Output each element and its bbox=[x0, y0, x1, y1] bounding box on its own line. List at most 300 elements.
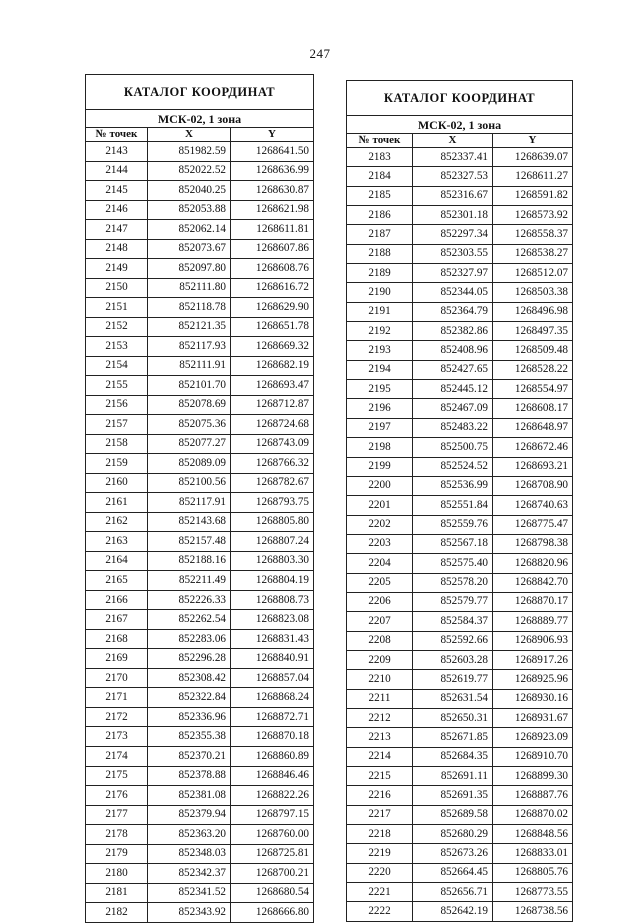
x-coordinate-cell: 852378.88 bbox=[148, 766, 231, 786]
y-coordinate-cell: 1268822.26 bbox=[231, 786, 314, 806]
point-number-cell: 2219 bbox=[347, 844, 413, 863]
table-row bbox=[86, 454, 314, 474]
y-coordinate-cell: 1268682.19 bbox=[231, 356, 314, 376]
y-coordinate-cell: 1268621.98 bbox=[231, 200, 314, 220]
point-number-cell: 2159 bbox=[86, 454, 148, 474]
point-number-cell: 2166 bbox=[86, 590, 148, 610]
point-number-cell: 2212 bbox=[347, 708, 413, 727]
x-coordinate-cell: 852143.68 bbox=[148, 512, 231, 532]
point-number-cell: 2205 bbox=[347, 573, 413, 592]
coordinate-zone: МСК-02, 1 зона bbox=[347, 116, 573, 134]
x-coordinate-cell: 852578.20 bbox=[413, 573, 493, 592]
x-coordinate-cell: 852567.18 bbox=[413, 534, 493, 553]
y-coordinate-cell: 1268823.08 bbox=[231, 610, 314, 630]
x-coordinate-cell: 852691.11 bbox=[413, 767, 493, 786]
table-row bbox=[347, 670, 573, 689]
point-number-cell: 2144 bbox=[86, 161, 148, 181]
y-coordinate-cell: 1268608.76 bbox=[231, 259, 314, 279]
point-number-cell: 2197 bbox=[347, 418, 413, 437]
y-coordinate-cell: 1268803.30 bbox=[231, 551, 314, 571]
y-coordinate-cell: 1268793.75 bbox=[231, 493, 314, 513]
table-body bbox=[347, 148, 573, 922]
point-number-cell: 2178 bbox=[86, 825, 148, 845]
point-number-cell: 2217 bbox=[347, 805, 413, 824]
table-row bbox=[347, 747, 573, 766]
y-coordinate-cell: 1268868.24 bbox=[231, 688, 314, 708]
point-number-cell: 2176 bbox=[86, 786, 148, 806]
y-coordinate-cell: 1268760.00 bbox=[231, 825, 314, 845]
point-number-cell: 2194 bbox=[347, 360, 413, 379]
table-row bbox=[86, 473, 314, 493]
y-coordinate-cell: 1268910.70 bbox=[493, 747, 573, 766]
x-coordinate-cell: 851982.59 bbox=[148, 142, 231, 162]
y-coordinate-cell: 1268906.93 bbox=[493, 631, 573, 650]
x-coordinate-cell: 852121.35 bbox=[148, 317, 231, 337]
point-number-cell: 2202 bbox=[347, 515, 413, 534]
y-coordinate-cell: 1268496.98 bbox=[493, 302, 573, 321]
table-row bbox=[86, 532, 314, 552]
y-coordinate-cell: 1268503.38 bbox=[493, 283, 573, 302]
x-coordinate-cell: 852673.26 bbox=[413, 844, 493, 863]
y-coordinate-cell: 1268931.67 bbox=[493, 708, 573, 727]
table-row bbox=[347, 399, 573, 418]
table-row bbox=[347, 786, 573, 805]
point-number-cell: 2220 bbox=[347, 863, 413, 882]
table-row bbox=[86, 590, 314, 610]
point-number-cell: 2154 bbox=[86, 356, 148, 376]
x-coordinate-cell: 852584.37 bbox=[413, 612, 493, 631]
y-coordinate-cell: 1268611.81 bbox=[231, 220, 314, 240]
y-coordinate-cell: 1268669.32 bbox=[231, 337, 314, 357]
point-number-cell: 2206 bbox=[347, 592, 413, 611]
point-number-cell: 2180 bbox=[86, 864, 148, 884]
x-coordinate-cell: 852664.45 bbox=[413, 863, 493, 882]
y-coordinate-cell: 1268833.01 bbox=[493, 844, 573, 863]
catalog-title: КАТАЛОГ КООРДИНАТ bbox=[347, 81, 573, 116]
point-number-cell: 2216 bbox=[347, 786, 413, 805]
y-coordinate-cell: 1268831.43 bbox=[231, 629, 314, 649]
y-coordinate-cell: 1268629.90 bbox=[231, 298, 314, 318]
x-coordinate-cell: 852592.66 bbox=[413, 631, 493, 650]
point-number-cell: 2157 bbox=[86, 415, 148, 435]
point-number-cell: 2146 bbox=[86, 200, 148, 220]
x-coordinate-cell: 852619.77 bbox=[413, 670, 493, 689]
x-coordinate-cell: 852089.09 bbox=[148, 454, 231, 474]
x-coordinate-cell: 852336.96 bbox=[148, 707, 231, 727]
x-coordinate-cell: 852226.33 bbox=[148, 590, 231, 610]
table-row bbox=[347, 592, 573, 611]
x-coordinate-cell: 852355.38 bbox=[148, 727, 231, 747]
x-coordinate-cell: 852342.37 bbox=[148, 864, 231, 884]
x-coordinate-cell: 852536.99 bbox=[413, 476, 493, 495]
y-coordinate-cell: 1268641.50 bbox=[231, 142, 314, 162]
x-coordinate-cell: 852111.80 bbox=[148, 278, 231, 298]
y-coordinate-cell: 1268870.02 bbox=[493, 805, 573, 824]
column-header-x: X bbox=[413, 134, 493, 148]
point-number-cell: 2222 bbox=[347, 902, 413, 921]
column-header-y: Y bbox=[493, 134, 573, 148]
point-number-cell: 2209 bbox=[347, 650, 413, 669]
x-coordinate-cell: 852327.97 bbox=[413, 264, 493, 283]
table-row bbox=[347, 825, 573, 844]
point-number-cell: 2161 bbox=[86, 493, 148, 513]
point-number-cell: 2151 bbox=[86, 298, 148, 318]
point-number-cell: 2210 bbox=[347, 670, 413, 689]
y-coordinate-cell: 1268805.80 bbox=[231, 512, 314, 532]
y-coordinate-cell: 1268805.76 bbox=[493, 863, 573, 882]
x-coordinate-cell: 852100.56 bbox=[148, 473, 231, 493]
point-number-cell: 2204 bbox=[347, 554, 413, 573]
point-number-cell: 2181 bbox=[86, 883, 148, 903]
point-number-cell: 2150 bbox=[86, 278, 148, 298]
table-row bbox=[86, 259, 314, 279]
y-coordinate-cell: 1268820.96 bbox=[493, 554, 573, 573]
x-coordinate-cell: 852483.22 bbox=[413, 418, 493, 437]
y-coordinate-cell: 1268558.37 bbox=[493, 225, 573, 244]
x-coordinate-cell: 852118.78 bbox=[148, 298, 231, 318]
coordinate-catalog-table-right bbox=[346, 80, 573, 922]
x-coordinate-cell: 852343.92 bbox=[148, 903, 231, 923]
table-row bbox=[86, 220, 314, 240]
point-number-cell: 2207 bbox=[347, 612, 413, 631]
x-coordinate-cell: 852296.28 bbox=[148, 649, 231, 669]
point-number-cell: 2148 bbox=[86, 239, 148, 259]
table-row bbox=[347, 302, 573, 321]
x-coordinate-cell: 852370.21 bbox=[148, 746, 231, 766]
y-coordinate-cell: 1268672.46 bbox=[493, 438, 573, 457]
y-coordinate-cell: 1268497.35 bbox=[493, 322, 573, 341]
x-coordinate-cell: 852559.76 bbox=[413, 515, 493, 534]
x-coordinate-cell: 852078.69 bbox=[148, 395, 231, 415]
table-row bbox=[347, 457, 573, 476]
table-row bbox=[347, 476, 573, 495]
point-number-cell: 2173 bbox=[86, 727, 148, 747]
x-coordinate-cell: 852603.28 bbox=[413, 650, 493, 669]
y-coordinate-cell: 1268848.56 bbox=[493, 825, 573, 844]
y-coordinate-cell: 1268740.63 bbox=[493, 496, 573, 515]
y-coordinate-cell: 1268804.19 bbox=[231, 571, 314, 591]
x-coordinate-cell: 852579.77 bbox=[413, 592, 493, 611]
table-row bbox=[347, 805, 573, 824]
y-coordinate-cell: 1268872.71 bbox=[231, 707, 314, 727]
point-number-cell: 2182 bbox=[86, 903, 148, 923]
x-coordinate-cell: 852650.31 bbox=[413, 708, 493, 727]
catalog-title: КАТАЛОГ КООРДИНАТ bbox=[86, 75, 314, 110]
y-coordinate-cell: 1268797.15 bbox=[231, 805, 314, 825]
x-coordinate-cell: 852551.84 bbox=[413, 496, 493, 515]
table-row bbox=[347, 534, 573, 553]
point-number-cell: 2177 bbox=[86, 805, 148, 825]
table-row bbox=[86, 668, 314, 688]
table-row bbox=[86, 415, 314, 435]
point-number-cell: 2196 bbox=[347, 399, 413, 418]
y-coordinate-cell: 1268889.77 bbox=[493, 612, 573, 631]
x-coordinate-cell: 852363.20 bbox=[148, 825, 231, 845]
y-coordinate-cell: 1268887.76 bbox=[493, 786, 573, 805]
y-coordinate-cell: 1268680.54 bbox=[231, 883, 314, 903]
point-number-cell: 2145 bbox=[86, 181, 148, 201]
x-coordinate-cell: 852327.53 bbox=[413, 167, 493, 186]
point-number-cell: 2195 bbox=[347, 380, 413, 399]
point-number-cell: 2170 bbox=[86, 668, 148, 688]
point-number-cell: 2200 bbox=[347, 476, 413, 495]
point-number-cell: 2175 bbox=[86, 766, 148, 786]
y-coordinate-cell: 1268842.70 bbox=[493, 573, 573, 592]
x-coordinate-cell: 852062.14 bbox=[148, 220, 231, 240]
x-coordinate-cell: 852322.84 bbox=[148, 688, 231, 708]
x-coordinate-cell: 852297.34 bbox=[413, 225, 493, 244]
y-coordinate-cell: 1268666.80 bbox=[231, 903, 314, 923]
x-coordinate-cell: 852680.29 bbox=[413, 825, 493, 844]
x-coordinate-cell: 852642.19 bbox=[413, 902, 493, 921]
y-coordinate-cell: 1268651.78 bbox=[231, 317, 314, 337]
y-coordinate-cell: 1268857.04 bbox=[231, 668, 314, 688]
table-row bbox=[347, 148, 573, 167]
point-number-cell: 2198 bbox=[347, 438, 413, 457]
point-number-cell: 2203 bbox=[347, 534, 413, 553]
point-number-cell: 2153 bbox=[86, 337, 148, 357]
x-coordinate-cell: 852341.52 bbox=[148, 883, 231, 903]
y-coordinate-cell: 1268870.18 bbox=[231, 727, 314, 747]
point-number-cell: 2213 bbox=[347, 728, 413, 747]
point-number-cell: 2184 bbox=[347, 167, 413, 186]
x-coordinate-cell: 852467.09 bbox=[413, 399, 493, 418]
y-coordinate-cell: 1268807.24 bbox=[231, 532, 314, 552]
coordinate-zone: МСК-02, 1 зона bbox=[86, 110, 314, 128]
x-coordinate-cell: 852684.35 bbox=[413, 747, 493, 766]
point-number-cell: 2199 bbox=[347, 457, 413, 476]
point-number-cell: 2211 bbox=[347, 689, 413, 708]
point-number-cell: 2189 bbox=[347, 264, 413, 283]
table-row bbox=[86, 551, 314, 571]
x-coordinate-cell: 852379.94 bbox=[148, 805, 231, 825]
x-coordinate-cell: 852408.96 bbox=[413, 341, 493, 360]
y-coordinate-cell: 1268700.21 bbox=[231, 864, 314, 884]
x-coordinate-cell: 852500.75 bbox=[413, 438, 493, 457]
table-row bbox=[86, 181, 314, 201]
y-coordinate-cell: 1268798.38 bbox=[493, 534, 573, 553]
x-coordinate-cell: 852117.93 bbox=[148, 337, 231, 357]
y-coordinate-cell: 1268846.46 bbox=[231, 766, 314, 786]
x-coordinate-cell: 852262.54 bbox=[148, 610, 231, 630]
point-number-cell: 2193 bbox=[347, 341, 413, 360]
x-coordinate-cell: 852117.91 bbox=[148, 493, 231, 513]
x-coordinate-cell: 852303.55 bbox=[413, 244, 493, 263]
point-number-cell: 2171 bbox=[86, 688, 148, 708]
x-coordinate-cell: 852077.27 bbox=[148, 434, 231, 454]
table-row bbox=[86, 864, 314, 884]
point-number-cell: 2188 bbox=[347, 244, 413, 263]
y-coordinate-cell: 1268538.27 bbox=[493, 244, 573, 263]
point-number-cell: 2160 bbox=[86, 473, 148, 493]
x-coordinate-cell: 852445.12 bbox=[413, 380, 493, 399]
y-coordinate-cell: 1268808.73 bbox=[231, 590, 314, 610]
table-row bbox=[347, 360, 573, 379]
point-number-cell: 2172 bbox=[86, 707, 148, 727]
point-number-cell: 2208 bbox=[347, 631, 413, 650]
y-coordinate-cell: 1268693.47 bbox=[231, 376, 314, 396]
table-row bbox=[347, 418, 573, 437]
y-coordinate-cell: 1268591.82 bbox=[493, 186, 573, 205]
x-coordinate-cell: 852656.71 bbox=[413, 883, 493, 902]
y-coordinate-cell: 1268773.55 bbox=[493, 883, 573, 902]
table-row bbox=[347, 341, 573, 360]
x-coordinate-cell: 852575.40 bbox=[413, 554, 493, 573]
table-row bbox=[347, 650, 573, 669]
table-row bbox=[347, 322, 573, 341]
y-coordinate-cell: 1268708.90 bbox=[493, 476, 573, 495]
table-row bbox=[347, 380, 573, 399]
point-number-cell: 2162 bbox=[86, 512, 148, 532]
table-row bbox=[86, 883, 314, 903]
x-coordinate-cell: 852316.67 bbox=[413, 186, 493, 205]
table-row bbox=[347, 767, 573, 786]
x-coordinate-cell: 852344.05 bbox=[413, 283, 493, 302]
x-coordinate-cell: 852631.54 bbox=[413, 689, 493, 708]
y-coordinate-cell: 1268616.72 bbox=[231, 278, 314, 298]
table-row bbox=[86, 727, 314, 747]
table-row bbox=[347, 206, 573, 225]
point-number-cell: 2167 bbox=[86, 610, 148, 630]
point-number-cell: 2183 bbox=[347, 148, 413, 167]
y-coordinate-cell: 1268573.92 bbox=[493, 206, 573, 225]
x-coordinate-cell: 852364.79 bbox=[413, 302, 493, 321]
y-coordinate-cell: 1268636.99 bbox=[231, 161, 314, 181]
point-number-cell: 2185 bbox=[347, 186, 413, 205]
table-row bbox=[86, 707, 314, 727]
x-coordinate-cell: 852427.65 bbox=[413, 360, 493, 379]
table-row bbox=[347, 225, 573, 244]
x-coordinate-cell: 852075.36 bbox=[148, 415, 231, 435]
x-coordinate-cell: 852188.16 bbox=[148, 551, 231, 571]
table-row bbox=[347, 728, 573, 747]
table-row bbox=[347, 883, 573, 902]
x-coordinate-cell: 852301.18 bbox=[413, 206, 493, 225]
x-coordinate-cell: 852053.88 bbox=[148, 200, 231, 220]
point-number-cell: 2155 bbox=[86, 376, 148, 396]
y-coordinate-cell: 1268528.22 bbox=[493, 360, 573, 379]
table-row bbox=[347, 631, 573, 650]
table-row bbox=[86, 766, 314, 786]
x-coordinate-cell: 852097.80 bbox=[148, 259, 231, 279]
y-coordinate-cell: 1268725.81 bbox=[231, 844, 314, 864]
table-row bbox=[86, 434, 314, 454]
table-row bbox=[347, 515, 573, 534]
point-number-cell: 2164 bbox=[86, 551, 148, 571]
x-coordinate-cell: 852382.86 bbox=[413, 322, 493, 341]
column-header-point-number: № точек bbox=[86, 128, 148, 142]
table-row bbox=[347, 708, 573, 727]
y-coordinate-cell: 1268775.47 bbox=[493, 515, 573, 534]
y-coordinate-cell: 1268930.16 bbox=[493, 689, 573, 708]
table-row bbox=[86, 317, 314, 337]
point-number-cell: 2221 bbox=[347, 883, 413, 902]
table-row bbox=[347, 186, 573, 205]
page-number: 247 bbox=[309, 46, 331, 61]
y-coordinate-cell: 1268840.91 bbox=[231, 649, 314, 669]
x-coordinate-cell: 852671.85 bbox=[413, 728, 493, 747]
table-row bbox=[86, 844, 314, 864]
point-number-cell: 2158 bbox=[86, 434, 148, 454]
coordinate-catalog-table-left bbox=[85, 74, 314, 923]
y-coordinate-cell: 1268925.96 bbox=[493, 670, 573, 689]
column-header-x: X bbox=[148, 128, 231, 142]
table-row bbox=[347, 554, 573, 573]
point-number-cell: 2152 bbox=[86, 317, 148, 337]
table-row bbox=[86, 376, 314, 396]
y-coordinate-cell: 1268917.26 bbox=[493, 650, 573, 669]
point-number-cell: 2156 bbox=[86, 395, 148, 415]
x-coordinate-cell: 852022.52 bbox=[148, 161, 231, 181]
x-coordinate-cell: 852157.48 bbox=[148, 532, 231, 552]
x-coordinate-cell: 852211.49 bbox=[148, 571, 231, 591]
point-number-cell: 2169 bbox=[86, 649, 148, 669]
y-coordinate-cell: 1268512.07 bbox=[493, 264, 573, 283]
point-number-cell: 2187 bbox=[347, 225, 413, 244]
table-row bbox=[347, 438, 573, 457]
x-coordinate-cell: 852040.25 bbox=[148, 181, 231, 201]
x-coordinate-cell: 852101.70 bbox=[148, 376, 231, 396]
table-row bbox=[86, 786, 314, 806]
table-row bbox=[347, 496, 573, 515]
table-row bbox=[86, 356, 314, 376]
y-coordinate-cell: 1268923.09 bbox=[493, 728, 573, 747]
point-number-cell: 2147 bbox=[86, 220, 148, 240]
point-number-cell: 2214 bbox=[347, 747, 413, 766]
y-coordinate-cell: 1268607.86 bbox=[231, 239, 314, 259]
y-coordinate-cell: 1268738.56 bbox=[493, 902, 573, 921]
x-coordinate-cell: 852348.03 bbox=[148, 844, 231, 864]
column-header-point-number: № точек bbox=[347, 134, 413, 148]
table-row bbox=[86, 161, 314, 181]
point-number-cell: 2190 bbox=[347, 283, 413, 302]
point-number-cell: 2186 bbox=[347, 206, 413, 225]
table-row bbox=[86, 278, 314, 298]
table-row bbox=[347, 244, 573, 263]
point-number-cell: 2149 bbox=[86, 259, 148, 279]
table-row bbox=[86, 337, 314, 357]
y-coordinate-cell: 1268639.07 bbox=[493, 148, 573, 167]
y-coordinate-cell: 1268724.68 bbox=[231, 415, 314, 435]
x-coordinate-cell: 852111.91 bbox=[148, 356, 231, 376]
y-coordinate-cell: 1268743.09 bbox=[231, 434, 314, 454]
x-coordinate-cell: 852524.52 bbox=[413, 457, 493, 476]
table-row bbox=[347, 863, 573, 882]
y-coordinate-cell: 1268870.17 bbox=[493, 592, 573, 611]
y-coordinate-cell: 1268630.87 bbox=[231, 181, 314, 201]
point-number-cell: 2218 bbox=[347, 825, 413, 844]
y-coordinate-cell: 1268782.67 bbox=[231, 473, 314, 493]
point-number-cell: 2163 bbox=[86, 532, 148, 552]
table-body bbox=[86, 142, 314, 923]
point-number-cell: 2191 bbox=[347, 302, 413, 321]
point-number-cell: 2201 bbox=[347, 496, 413, 515]
table-row bbox=[86, 493, 314, 513]
x-coordinate-cell: 852283.06 bbox=[148, 629, 231, 649]
table-row bbox=[347, 612, 573, 631]
table-row bbox=[347, 283, 573, 302]
table-row bbox=[86, 805, 314, 825]
table-row bbox=[86, 746, 314, 766]
table-row bbox=[347, 264, 573, 283]
y-coordinate-cell: 1268648.97 bbox=[493, 418, 573, 437]
table-row bbox=[347, 689, 573, 708]
x-coordinate-cell: 852381.08 bbox=[148, 786, 231, 806]
table-row bbox=[347, 844, 573, 863]
x-coordinate-cell: 852337.41 bbox=[413, 148, 493, 167]
y-coordinate-cell: 1268509.48 bbox=[493, 341, 573, 360]
y-coordinate-cell: 1268712.87 bbox=[231, 395, 314, 415]
